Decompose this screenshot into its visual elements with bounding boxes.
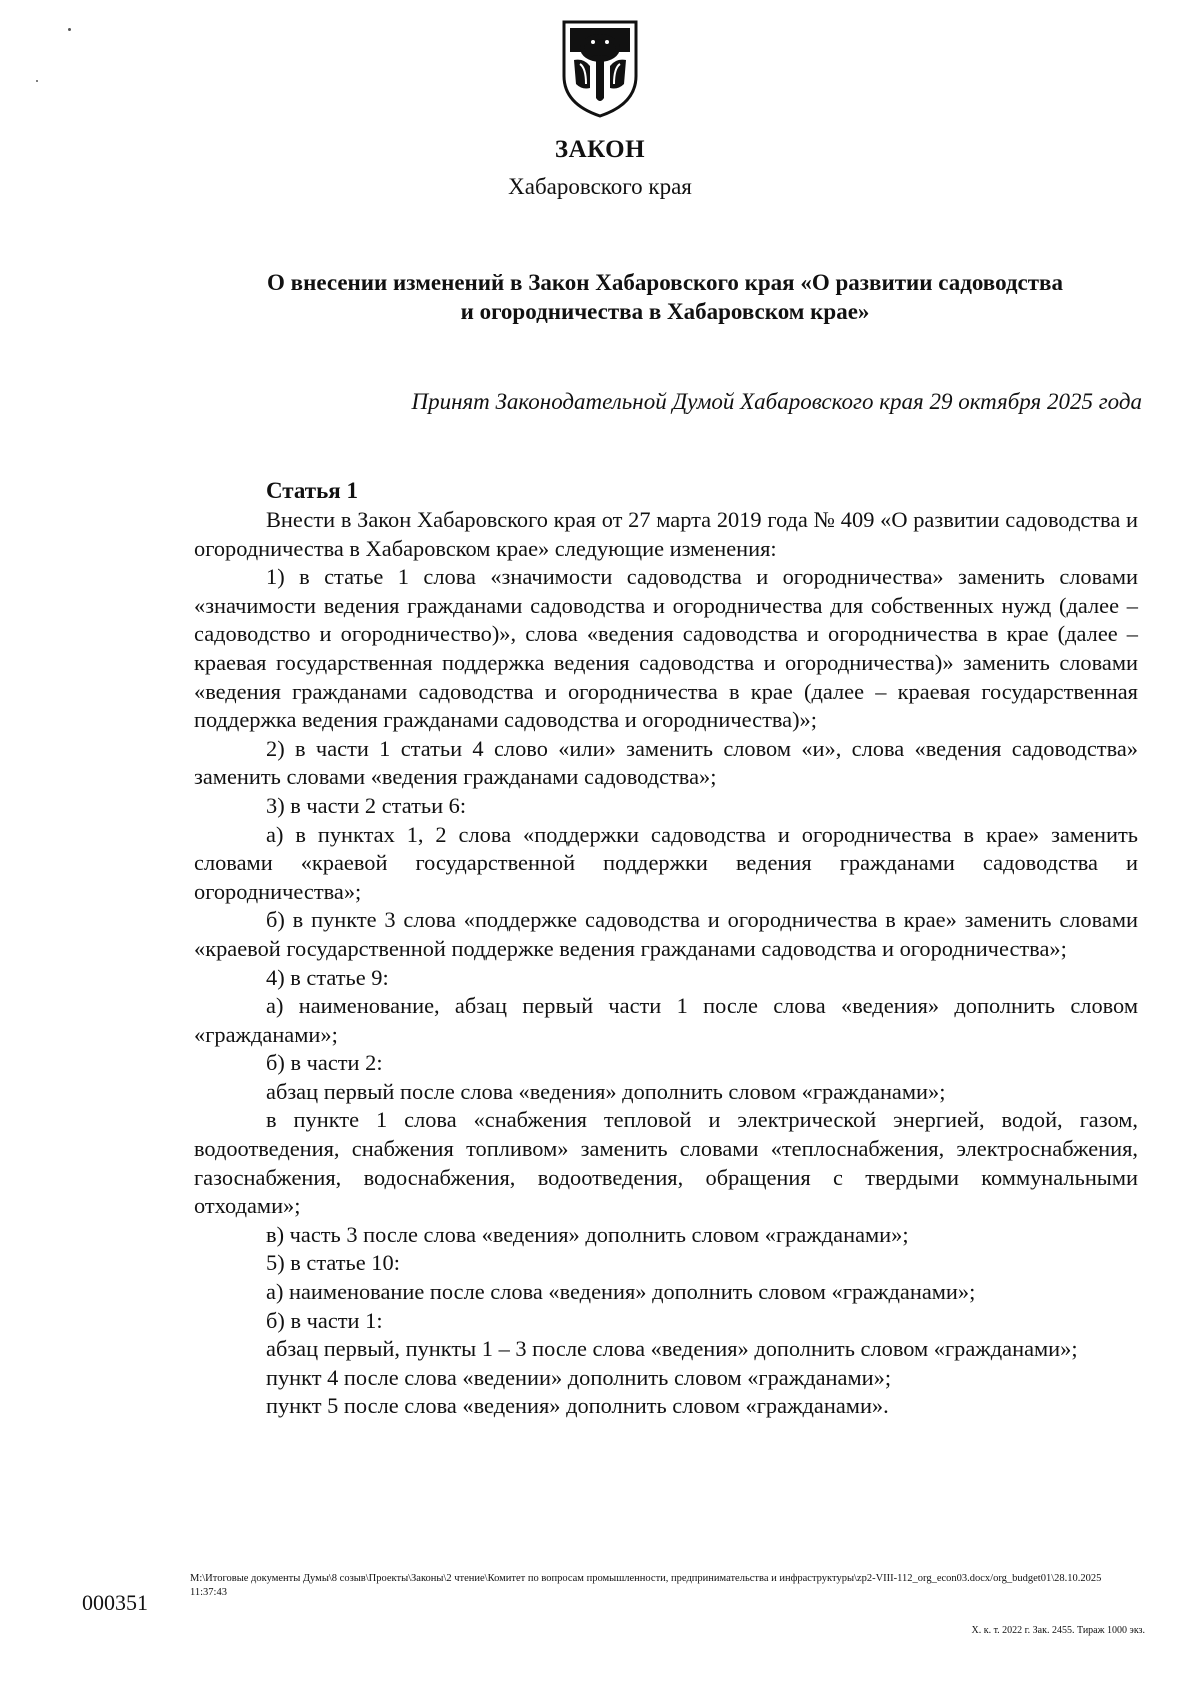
adoption-note: Принят Законодательной Думой Хабаровского края 29 октября 2025 года <box>411 389 1142 414</box>
scan-speck <box>36 80 38 82</box>
article-paragraph: пункт 4 после слова «ведении» дополнить словом «гражданами»; <box>266 1364 892 1390</box>
region-name: Хабаровского края <box>508 174 692 199</box>
article-paragraph: 1) в статье 1 слова «значимости садоводства и огородничества» заменить словами «значимости ведения гражданами садоводства и огородничества для собственных нужд (далее – садоводство и огородничество)», слова «ведения садоводства и огородничества в крае (далее – краевая государственная поддержка ведения садоводства и огородничества)» заменить словами «ведения гражданами садоводства и огородничества в крае (далее – краевая государственная поддержка ведения гражданами садоводства и огородничества)»; <box>194 564 1138 733</box>
article-paragraph: а) наименование после слова «ведения» дополнить словом «гражданами»; <box>266 1279 976 1305</box>
article-paragraph: абзац первый после слова «ведения» дополнить словом «гражданами»; <box>266 1078 946 1104</box>
scan-speck <box>68 28 71 31</box>
article-paragraph: а) наименование, абзац первый части 1 после слова «ведения» дополнить словом «гражданами»; <box>194 993 1138 1047</box>
document-title <box>200 268 1130 326</box>
document-title-line: О внесении изменений в Закон Хабаровского края «О развитии садоводства <box>267 270 1063 295</box>
article-paragraph: в) часть 3 после слова «ведения» дополнить словом «гражданами»; <box>266 1221 909 1247</box>
article-paragraph: б) в пункте 3 слова «поддержке садоводства и огородничества в крае» заменить словами «краевой государственной поддержке ведения гражданами садоводства и огородничества»; <box>194 907 1138 961</box>
file-path-footer: M:\Итоговые документы Думы\8 созыв\Проекты\Законы\2 чтение\Комитет по вопросам промышленности, предпринимательства и инфраструктуры\zp2-VIII-112_org_econ03.docx/org_budget01\28.10.2025 11:37:43 <box>190 1573 1102 1598</box>
article-body <box>194 506 1138 1421</box>
article-paragraph: б) в части 1: <box>266 1307 383 1333</box>
print-info: Х. к. т. 2022 г. Зак. 2455. Тираж 1000 экз. <box>971 1625 1145 1636</box>
article-paragraph: 4) в статье 9: <box>266 964 389 990</box>
article-paragraph: пункт 5 после слова «ведения» дополнить словом «гражданами». <box>266 1393 889 1419</box>
article-paragraph: б) в части 2: <box>266 1050 383 1076</box>
law-label: ЗАКОН <box>554 136 646 163</box>
document-title-line: и огородничества в Хабаровском крае» <box>460 299 870 324</box>
article-paragraph: абзац первый, пункты 1 – 3 после слова «ведения» дополнить словом «гражданами»; <box>266 1336 1078 1362</box>
coat-of-arms-emblem <box>560 18 640 118</box>
article-paragraph: 2) в части 1 статьи 4 слово «или» заменить словом «и», слова «ведения садоводства» заменить словами «ведения гражданами садоводства»; <box>194 735 1138 790</box>
article-heading: Статья 1 <box>266 478 358 503</box>
article-paragraph: а) в пунктах 1, 2 слова «поддержки садоводства и огородничества в крае» заменить словами «краевой государственной поддержки ведения гражданами садоводства и огородничества»; <box>194 821 1138 904</box>
article-paragraph: 3) в части 2 статьи 6: <box>266 792 467 818</box>
registration-number: 000351 <box>82 1590 148 1615</box>
article-paragraph: Внести в Закон Хабаровского края от 27 марта 2019 года № 409 «О развитии садоводства и огородничества в Хабаровском крае» следующие изменения: <box>194 507 1138 561</box>
article-paragraph: 5) в статье 10: <box>266 1250 400 1276</box>
article-paragraph: в пункте 1 слова «снабжения тепловой и электрической энергией, водой, газом, водоотведения, снабжения топливом» заменить словами «теплоснабжения, электроснабжения, газоснабжения, водоснабжения, водоотведения, обращения с твердыми коммунальными отходами»; <box>194 1107 1138 1219</box>
